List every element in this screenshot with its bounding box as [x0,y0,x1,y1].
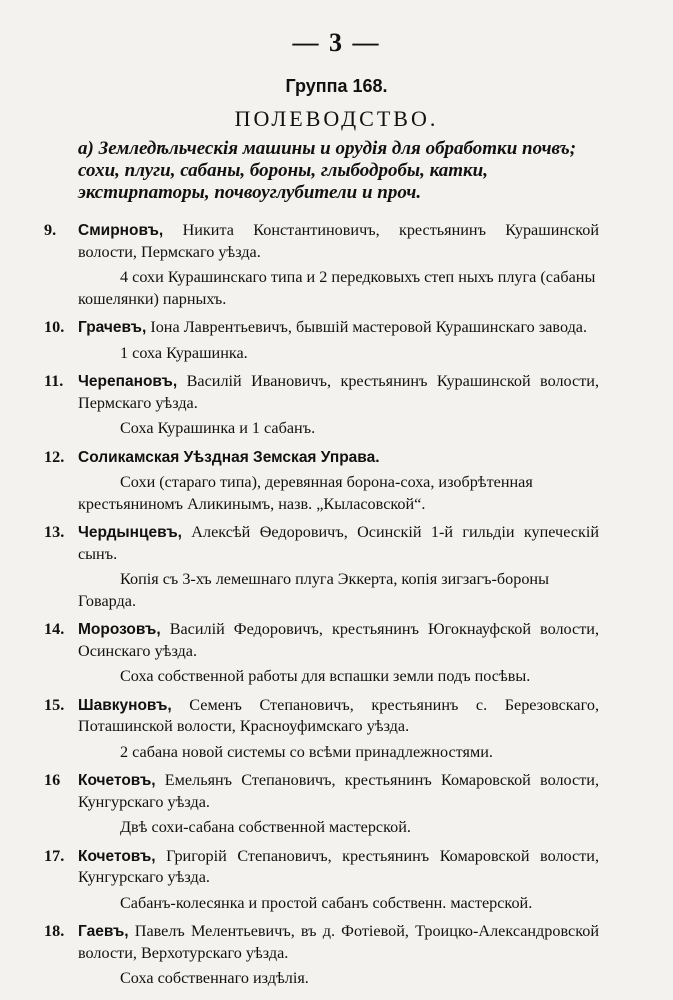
entry-head [44,371,599,414]
entries-list [44,220,599,997]
entry-head [44,846,599,889]
exhibit-description: Копія съ 3-хъ лемешнаго плуга Эккерта, копія зигзагъ-бороны Говарда. [78,570,549,610]
exhibitor-name: Черепановъ, [78,373,178,390]
exhibitor-details: Іона Лаврентьевичъ, бывшій мастеровой Курашинскаго завода. [150,318,588,336]
section-title: ПОЛЕВОДСТВО. [234,106,439,131]
entry [44,447,599,516]
subsection-title: a) Земледѣльческія машины и орудія для обработки почвъ; сохи, плуги, сабаны, бороны, глыбодробы, катки, экстирпаторы, почвоуглубители и проч. [78,138,577,203]
exhibitor-details: Алексѣй Ѳедоровичъ, Осинскій 1-й гильдіи купеческій сынъ. [78,523,599,563]
exhibit-description: Сохи (стараго типа), деревянная борона-соха, изобрѣтенная крестьяниномъ Аликинымъ, назв. „Кыласовской“. [78,473,533,513]
exhibit-description: 1 соха Курашинка. [120,343,248,362]
entry-head [44,921,599,964]
exhibitor-name: Морозовъ, [78,621,161,638]
entry-number: 17. [44,846,65,865]
entry-number: 16 [44,771,61,789]
exhibit-description: Двѣ сохи-сабана собственной мастерской. [120,818,411,836]
entry [44,921,599,990]
exhibitor-name: Шавкуновъ, [78,696,172,714]
exhibitor-details: Григорій Степановичъ, крестьянинъ Комаровской волости, Кунгурскаго уѣзда. [78,846,599,886]
entry-number: 11. [44,372,64,390]
entry-number: 9. [44,221,57,239]
entry-head [44,220,599,263]
entry-number: 12. [44,447,65,466]
exhibitor-name: Смирновъ, [78,222,164,239]
exhibitor-details: Василій Ивановичъ, крестьянинъ Курашинской волости, Пермскаго уѣзда. [78,372,600,412]
entry-number: 13. [44,523,65,541]
exhibit-description: Соха собственнаго издѣлія. [120,969,309,987]
exhibit-description: Соха Курашинка и 1 сабанъ. [120,419,316,437]
entry-number: 10. [44,318,65,336]
exhibitor-details: Никита Константиновичъ, крестьянинъ Курашинской волости, Пермскаго уѣзда. [78,221,600,261]
exhibit-description: Сабанъ-колесянка и простой сабанъ собственн. мастерской. [120,893,533,912]
exhibitor-details: Емельянъ Степановичъ, крестьянинъ Комаровской волости, Кунгурскаго уѣзда. [78,771,600,811]
exhibitor-details: Павелъ Мелентьевичъ, въ д. Фотіевой, Троицко-Александровской волости, Верхотурскаго уѣзда. [78,922,599,962]
group-heading: Группа 168. [285,76,388,96]
exhibitor-name: Соликамская Уѣздная Земская Управа. [78,448,380,466]
exhibitor-name: Грачевъ, [78,319,147,336]
exhibitor-name: Кочетовъ, [78,847,156,865]
exhibitor-name: Гаевъ, [78,923,129,940]
exhibit-description: Соха собственной работы для вспашки земли подъ посѣвы. [120,667,531,685]
exhibitor-name: Кочетовъ, [78,772,156,789]
entry-number: 14. [44,620,65,638]
exhibit-description: 2 сабана новой системы со всѣми принадлежностями. [120,742,493,761]
exhibitor-name: Чердынцевъ, [78,524,182,541]
entry [44,522,599,612]
exhibit-description: 4 сохи Курашинскаго типа и 2 передковыхъ степ ныхъ плуга (сабаны кошелянки) парныхъ. [78,268,596,308]
entry-head [44,317,599,339]
entry [44,695,599,764]
entry [44,619,599,688]
entry [44,220,599,310]
entry [44,770,599,839]
page-number: — 3 — [292,28,381,57]
entry-head [44,447,599,469]
entry [44,371,599,440]
entry-head [44,770,599,813]
entry [44,317,599,364]
entry-number: 15. [44,695,65,714]
entry-number: 18. [44,922,65,940]
exhibitor-details: Василій Федоровичъ, крестьянинъ Югокнауфской волости, Осинскаго уѣзда. [78,620,599,660]
entry-head [44,619,599,662]
exhibitor-details: Семенъ Степановичъ, крестьянинъ с. Березовскаго, Поташинской волости, Красноуфимскаго уѣзда. [78,695,599,735]
entry-head [44,695,599,738]
entry [44,846,599,915]
entry-head [44,522,599,565]
